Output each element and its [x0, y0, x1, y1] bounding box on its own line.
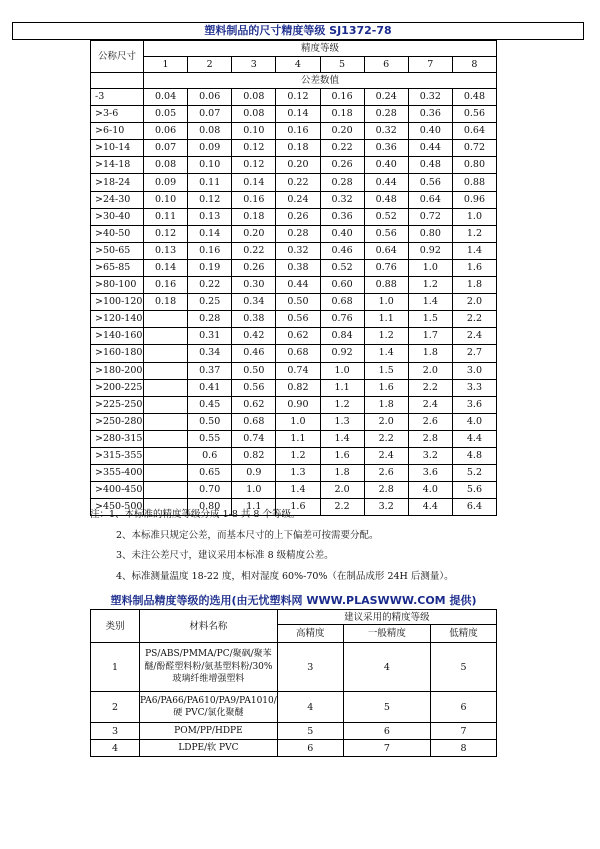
tolerance-value: 0.48: [364, 191, 408, 208]
tolerance-value: 1.2: [452, 225, 496, 242]
tolerance-value: 0.38: [276, 259, 320, 276]
table-row: [91, 174, 497, 191]
tolerance-value: 0.28: [364, 106, 408, 123]
tolerance-value: 0.32: [320, 191, 364, 208]
tolerance-value: 0.88: [452, 174, 496, 191]
material-cell: PS/ABS/PMMA/PC/聚砜/聚苯醚/酚醛塑料粉/氨基塑料粉/30%玻璃纤维增强塑料: [140, 643, 278, 692]
tolerance-value: 0.37: [188, 362, 232, 379]
tolerance-value: 0.11: [144, 208, 188, 225]
tolerance-value: [144, 345, 188, 362]
tolerance-value: 0.20: [232, 225, 276, 242]
tolerance-value: 0.68: [276, 345, 320, 362]
tolerance-value: 0.14: [276, 106, 320, 123]
table-row: [91, 396, 497, 413]
tolerance-value: 0.34: [188, 345, 232, 362]
tolerance-value: 0.82: [232, 447, 276, 464]
tolerance-value: 1.6: [320, 447, 364, 464]
tolerance-value: 0.40: [364, 157, 408, 174]
tolerance-value: 0.68: [320, 294, 364, 311]
tolerance-value: 0.6: [188, 447, 232, 464]
tolerance-value: 0.22: [188, 277, 232, 294]
tolerance-value: 0.16: [276, 123, 320, 140]
tolerance-value: 1.1: [364, 311, 408, 328]
tolerance-value: 0.28: [188, 311, 232, 328]
tolerance-value: 0.10: [232, 123, 276, 140]
tolerance-value: 1.5: [364, 362, 408, 379]
tolerance-value: [144, 482, 188, 499]
tolerance-value: 0.62: [276, 328, 320, 345]
category-cell: 2: [91, 692, 140, 723]
tolerance-value: [144, 465, 188, 482]
tolerance-value: 1.6: [276, 499, 320, 516]
size-range: >450-500: [91, 499, 144, 516]
grade-4: 4: [276, 57, 320, 73]
size-range: >80-100: [91, 277, 144, 294]
tolerance-value: 1.6: [452, 259, 496, 276]
tolerance-value: 0.16: [232, 191, 276, 208]
tolerance-value: 0.04: [144, 89, 188, 106]
tolerance-value: 0.20: [276, 157, 320, 174]
tolerance-value: 2.0: [364, 413, 408, 430]
tolerance-value: 0.09: [188, 140, 232, 157]
grade-7: 7: [408, 57, 452, 73]
tolerance-value: [144, 430, 188, 447]
tolerance-value: 0.08: [144, 157, 188, 174]
size-range: >18-24: [91, 174, 144, 191]
low-cell: 7: [431, 723, 497, 740]
size-range: >180-200: [91, 362, 144, 379]
tolerance-value: 1.1: [320, 379, 364, 396]
tolerance-value: 1.5: [408, 311, 452, 328]
table-row: [91, 430, 497, 447]
tolerance-value: 3.2: [364, 499, 408, 516]
tolerance-value: 3.3: [452, 379, 496, 396]
tolerance-value: 0.72: [452, 140, 496, 157]
tolerance-value: 0.28: [320, 174, 364, 191]
tolerance-value: 0.34: [232, 294, 276, 311]
tolerance-value: 0.24: [276, 191, 320, 208]
tolerance-value: 0.18: [232, 208, 276, 225]
size-range: >14-18: [91, 157, 144, 174]
tolerance-value: 1.3: [320, 413, 364, 430]
tolerance-value: 1.1: [232, 499, 276, 516]
tolerance-value: 0.82: [276, 379, 320, 396]
tolerance-value: 0.50: [188, 413, 232, 430]
tolerance-value: 0.52: [320, 259, 364, 276]
tolerance-value: 0.80: [188, 499, 232, 516]
tolerance-value: 0.12: [276, 89, 320, 106]
tolerance-value: 2.4: [452, 328, 496, 345]
tolerance-value: 1.0: [276, 413, 320, 430]
tolerance-value: [144, 311, 188, 328]
tolerance-value: 0.60: [320, 277, 364, 294]
tolerance-value: 0.31: [188, 328, 232, 345]
tolerance-value: 4.0: [452, 413, 496, 430]
high-precision-header: 高精度: [277, 625, 343, 643]
note-1: 注：1、本标准的精度等级分成 1-8 共 8 个等级。: [90, 509, 301, 520]
tolerance-value: [144, 413, 188, 430]
nominal-size-header: 公称尺寸: [91, 41, 144, 73]
size-range: >100-120: [91, 294, 144, 311]
tolerance-value: 1.4: [408, 294, 452, 311]
tolerance-value: [144, 447, 188, 464]
tolerance-value: 3.6: [452, 396, 496, 413]
low-cell: 6: [431, 692, 497, 723]
tolerance-value: 0.70: [188, 482, 232, 499]
grade-6: 6: [364, 57, 408, 73]
tolerance-value: 2.2: [320, 499, 364, 516]
tolerance-value: 1.0: [320, 362, 364, 379]
high-cell: 3: [277, 643, 343, 692]
tolerance-value: 0.46: [232, 345, 276, 362]
tolerance-value: 0.50: [232, 362, 276, 379]
tolerance-value: 0.16: [320, 89, 364, 106]
high-cell: 4: [277, 692, 343, 723]
tolerance-value: 0.32: [408, 89, 452, 106]
size-range: >120-140: [91, 311, 144, 328]
tolerance-value: 0.36: [408, 106, 452, 123]
size-range: >355-400: [91, 465, 144, 482]
size-range: >140-160: [91, 328, 144, 345]
tolerance-value: 0.12: [232, 140, 276, 157]
grade-2: 2: [188, 57, 232, 73]
tolerance-value: 0.30: [232, 277, 276, 294]
table-row: [91, 208, 497, 225]
tolerance-value: 0.56: [408, 174, 452, 191]
tolerance-value: 0.80: [452, 157, 496, 174]
table-row: [91, 328, 497, 345]
tolerance-value: 0.42: [232, 328, 276, 345]
size-range: >30-40: [91, 208, 144, 225]
normal-precision-header: 一般精度: [343, 625, 430, 643]
grade-5: 5: [320, 57, 364, 73]
tolerance-value: [144, 396, 188, 413]
tolerance-value: 0.44: [408, 140, 452, 157]
grade-header: 精度等级: [144, 41, 497, 57]
tolerance-value: 0.80: [408, 225, 452, 242]
size-range: >65-85: [91, 259, 144, 276]
tolerance-value: 0.13: [144, 242, 188, 259]
tolerance-value: 5.2: [452, 465, 496, 482]
size-range: >280-315: [91, 430, 144, 447]
tolerance-value: 0.64: [408, 191, 452, 208]
tolerance-value: 0.07: [144, 140, 188, 157]
tolerance-value: 1.0: [452, 208, 496, 225]
tolerance-value: 0.26: [320, 157, 364, 174]
tolerance-value: 0.44: [276, 277, 320, 294]
tolerance-value: 0.65: [188, 465, 232, 482]
tolerance-value: 0.09: [144, 174, 188, 191]
table-row: [91, 311, 497, 328]
recommended-header: 建议采用的精度等级: [277, 610, 496, 625]
tolerance-value: 1.2: [276, 447, 320, 464]
table-row: [91, 294, 497, 311]
tolerance-value: 2.2: [452, 311, 496, 328]
tolerance-value: 1.8: [452, 277, 496, 294]
grade-number-row: [91, 57, 497, 73]
size-range: >3-6: [91, 106, 144, 123]
tolerance-value: 0.22: [320, 140, 364, 157]
tolerance-value: [144, 328, 188, 345]
table-row: [91, 692, 497, 723]
tolerance-value: 2.2: [408, 379, 452, 396]
tolerance-value: 0.55: [188, 430, 232, 447]
page-title: 塑料制品的尺寸精度等级 SJ1372-78: [12, 22, 584, 40]
notes: [90, 505, 590, 587]
tolerance-value: 0.50: [276, 294, 320, 311]
table-row: [91, 379, 497, 396]
tolerance-value: 2.4: [408, 396, 452, 413]
tolerance-value: 1.2: [364, 328, 408, 345]
tolerance-value: 0.44: [364, 174, 408, 191]
tolerance-value: 0.28: [276, 225, 320, 242]
tolerance-header: 公差数值: [144, 73, 497, 89]
category-cell: 3: [91, 723, 140, 740]
tolerance-value: 1.0: [232, 482, 276, 499]
tolerance-value: 0.18: [320, 106, 364, 123]
tolerance-value: 0.48: [452, 89, 496, 106]
tolerance-value: 0.56: [276, 311, 320, 328]
tolerance-value: 0.13: [188, 208, 232, 225]
size-range: >225-250: [91, 396, 144, 413]
tolerance-value: 1.3: [276, 465, 320, 482]
tolerance-value: [144, 379, 188, 396]
tolerance-value: 1.4: [452, 242, 496, 259]
size-range: >40-50: [91, 225, 144, 242]
tolerance-value: 1.6: [364, 379, 408, 396]
tolerance-value: 0.16: [188, 242, 232, 259]
tolerance-value: 0.40: [320, 225, 364, 242]
tolerance-value: 4.8: [452, 447, 496, 464]
normal-cell: 7: [343, 740, 430, 757]
size-range: >24-30: [91, 191, 144, 208]
tolerance-value: 1.0: [408, 259, 452, 276]
tolerance-value: 0.9: [232, 465, 276, 482]
material-header: 材料名称: [140, 610, 278, 643]
tolerance-value: 0.26: [276, 208, 320, 225]
tolerance-value: 0.56: [452, 106, 496, 123]
tolerance-value: 0.11: [188, 174, 232, 191]
tolerance-value: 2.6: [408, 413, 452, 430]
size-range: >160-180: [91, 345, 144, 362]
tolerance-value: 0.72: [408, 208, 452, 225]
tolerance-value: 0.22: [276, 174, 320, 191]
tolerance-value: 0.64: [364, 242, 408, 259]
tolerance-value: 4.4: [452, 430, 496, 447]
category-cell: 4: [91, 740, 140, 757]
table-row: [91, 643, 497, 692]
size-range: >400-450: [91, 482, 144, 499]
tolerance-value: 0.56: [232, 379, 276, 396]
table-row: [91, 157, 497, 174]
tolerance-value: 3.0: [452, 362, 496, 379]
low-cell: 8: [431, 740, 497, 757]
size-range: >6-10: [91, 123, 144, 140]
tolerance-value: 0.14: [232, 174, 276, 191]
tolerance-value: 0.40: [408, 123, 452, 140]
tolerance-value: 0.76: [320, 311, 364, 328]
tolerance-value: 0.22: [232, 242, 276, 259]
tolerance-value: 0.14: [188, 225, 232, 242]
tolerance-value: 0.48: [408, 157, 452, 174]
high-cell: 5: [277, 723, 343, 740]
tolerance-value: 1.8: [320, 465, 364, 482]
table-row: [91, 723, 497, 740]
tolerance-value: 1.8: [408, 345, 452, 362]
note-3: 3、未注公差尺寸，建议采用本标准 8 级精度公差。: [116, 550, 334, 561]
normal-cell: 4: [343, 643, 430, 692]
table-row: [91, 242, 497, 259]
tolerance-value: 0.08: [232, 89, 276, 106]
tolerance-value: 6.4: [452, 499, 496, 516]
table-row: [91, 740, 497, 757]
tolerance-value: 0.08: [232, 106, 276, 123]
table-row: [91, 482, 497, 499]
tolerance-value: 0.10: [144, 191, 188, 208]
tolerance-value: [144, 362, 188, 379]
size-range: >250-280: [91, 413, 144, 430]
tolerance-value: 0.45: [188, 396, 232, 413]
grade-1: 1: [144, 57, 188, 73]
tolerance-value: 1.2: [320, 396, 364, 413]
tolerance-value: 2.6: [364, 465, 408, 482]
tolerance-value: 5.6: [452, 482, 496, 499]
tolerance-value: 0.32: [276, 242, 320, 259]
tolerance-value: 0.10: [188, 157, 232, 174]
tolerance-value: 0.26: [232, 259, 276, 276]
table-row: [91, 362, 497, 379]
tolerance-value: 0.32: [364, 123, 408, 140]
material-cell: POM/PP/HDPE: [140, 723, 278, 740]
tolerance-value: 2.0: [408, 362, 452, 379]
size-range: >10-14: [91, 140, 144, 157]
tolerance-value: 0.14: [144, 259, 188, 276]
table-row: [91, 123, 497, 140]
tolerance-value: 0.18: [276, 140, 320, 157]
tolerance-value: 1.0: [364, 294, 408, 311]
tolerance-value: 0.07: [188, 106, 232, 123]
selection-table: [90, 609, 497, 757]
size-range: -3: [91, 89, 144, 106]
table-row: [91, 89, 497, 106]
normal-cell: 6: [343, 723, 430, 740]
tolerance-value: 0.62: [232, 396, 276, 413]
table-row: [91, 413, 497, 430]
tolerance-value: 0.68: [232, 413, 276, 430]
table-row: [91, 140, 497, 157]
tolerance-value: 0.90: [276, 396, 320, 413]
tolerance-value: 0.36: [320, 208, 364, 225]
tolerance-value: 0.92: [408, 242, 452, 259]
tolerance-value: 0.46: [320, 242, 364, 259]
grade-8: 8: [452, 57, 496, 73]
table-row: [91, 277, 497, 294]
tolerance-value: 4.0: [408, 482, 452, 499]
tolerance-value: 2.8: [408, 430, 452, 447]
tolerance-value: 2.0: [452, 294, 496, 311]
tolerance-value: 0.08: [188, 123, 232, 140]
tolerance-value: 0.25: [188, 294, 232, 311]
tolerance-value: 2.4: [364, 447, 408, 464]
tolerance-value: 0.41: [188, 379, 232, 396]
tolerance-value: 0.38: [232, 311, 276, 328]
tolerance-table: [90, 40, 497, 516]
tolerance-value: 0.74: [232, 430, 276, 447]
tolerance-value: 2.0: [320, 482, 364, 499]
tolerance-value: 0.56: [364, 225, 408, 242]
table-row: [91, 106, 497, 123]
tolerance-value: 3.2: [408, 447, 452, 464]
tolerance-value: 1.8: [364, 396, 408, 413]
tolerance-value: 0.06: [144, 123, 188, 140]
tolerance-value: 0.52: [364, 208, 408, 225]
tolerance-value: 2.2: [364, 430, 408, 447]
tolerance-value: 0.36: [364, 140, 408, 157]
table-row: [91, 465, 497, 482]
note-2: 2、本标准只规定公差，而基本尺寸的上下偏差可按需要分配。: [116, 529, 379, 541]
table-row: [91, 191, 497, 208]
tolerance-value: 0.64: [452, 123, 496, 140]
tolerance-value: 0.76: [364, 259, 408, 276]
normal-cell: 5: [343, 692, 430, 723]
tolerance-value: 0.96: [452, 191, 496, 208]
note-4: 4、标准测量温度 18-22 度，相对湿度 60%-70%（在制品成形 24H 后测量）。: [116, 570, 454, 582]
tolerance-value: 0.20: [320, 123, 364, 140]
tolerance-value: 0.06: [188, 89, 232, 106]
low-cell: 5: [431, 643, 497, 692]
low-precision-header: 低精度: [431, 625, 497, 643]
tolerance-value: 0.19: [188, 259, 232, 276]
tolerance-value: 1.4: [276, 482, 320, 499]
high-cell: 6: [277, 740, 343, 757]
category-cell: 1: [91, 643, 140, 692]
table-row: [91, 259, 497, 276]
grade-3: 3: [232, 57, 276, 73]
tolerance-value: 0.12: [144, 225, 188, 242]
tolerance-value: 0.84: [320, 328, 364, 345]
tolerance-value: 2.7: [452, 345, 496, 362]
material-cell: LDPE/软 PVC: [140, 740, 278, 757]
tolerance-value: 3.6: [408, 465, 452, 482]
tolerance-value: 1.2: [408, 277, 452, 294]
tolerance-value: 0.16: [144, 277, 188, 294]
tolerance-value: 0.05: [144, 106, 188, 123]
material-cell: PA6/PA66/PA610/PA9/PA1010/硬 PVC/氯化聚醚: [140, 692, 278, 723]
tolerance-value: 2.8: [364, 482, 408, 499]
table-row: [91, 345, 497, 362]
table-row: [91, 447, 497, 464]
size-range: >315-355: [91, 447, 144, 464]
tolerance-value: 0.12: [188, 191, 232, 208]
tolerance-value: 0.74: [276, 362, 320, 379]
tolerance-value: 4.4: [408, 499, 452, 516]
size-range: >200-225: [91, 379, 144, 396]
category-header: 类别: [91, 610, 140, 643]
tolerance-value: 1.7: [408, 328, 452, 345]
tolerance-value: 0.92: [320, 345, 364, 362]
size-range: >50-65: [91, 242, 144, 259]
tolerance-value: 1.1: [276, 430, 320, 447]
tolerance-value: 1.4: [320, 430, 364, 447]
tolerance-value: 0.18: [144, 294, 188, 311]
tolerance-value: 0.12: [232, 157, 276, 174]
tolerance-value: 0.88: [364, 277, 408, 294]
tolerance-value: 1.4: [364, 345, 408, 362]
tolerance-value: 0.24: [364, 89, 408, 106]
table-row: [91, 225, 497, 242]
selection-title: 塑料制品精度等级的选用(由无忧塑料网 WWW.PLASWWW.COM 提供): [110, 594, 477, 607]
